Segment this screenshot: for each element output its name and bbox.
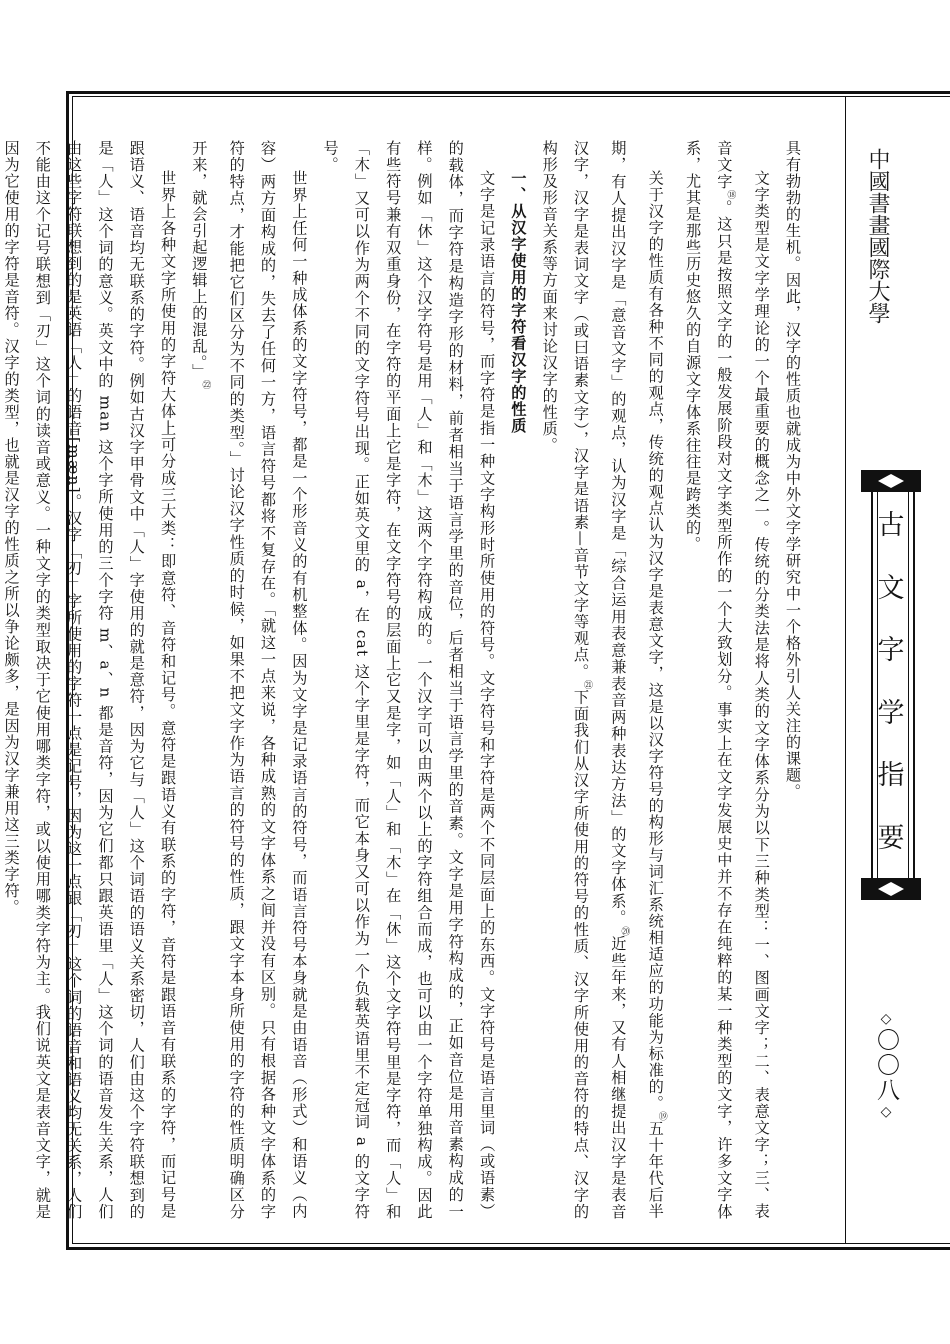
diamond-ornament-icon	[878, 474, 904, 488]
diamond-ornament-icon	[878, 882, 904, 896]
book-title-char: 要	[877, 822, 905, 854]
paragraph	[533, 140, 676, 1220]
diamond-ornament-icon: ◇	[880, 1104, 892, 1120]
paragraph	[0, 140, 183, 1220]
paragraph-text: 世界上任何一种成体系的文字符号，都是一个形音义的有机整体。因为文字是记录语言的符号，而语言符号本身就是由语音（形式）和语义（内容）两方面构成的，失去了任何一方，语言符号都将不复存在。「就这一点来说，各种成熟的文字体系之间并没有区别。只有根据各种文字体系的字符的特点，才能把它们区分为不同的类型。」讨论汉字性质的时候，如果不把文字作为语言的符号的性质，跟文字本身所使用的字符的性质明确区分开来，就会引起逻辑上的混乱。」	[190, 140, 309, 1220]
footnote-marker: ⑱	[725, 190, 736, 200]
paragraph	[183, 140, 314, 1220]
book-title-char: 文	[877, 572, 905, 604]
paragraph-text: 近些年来，又有人相继提出汉字是表音汉字，汉字是表词文字（或曰语素文字），汉字是语素—音节文字等观点。	[571, 140, 628, 1220]
paragraph-text: 下面我们从汉字所使用的符号的性质、汉字所使用的音符的特点、汉字的构形及形音关系等方面来讨论汉字的性质。	[540, 140, 590, 1221]
book-title-char: 字	[877, 635, 905, 667]
book-title-char: 古	[877, 510, 905, 541]
book-title-char: 学	[877, 697, 905, 729]
paragraph-text: 。这只是按照文字的一般发展阶段对文字类型所作的一个大致划分。事实上在文字发展史中并不存在纯粹的某一种类型的文字，许多文字体系，尤其是那些历史悠久的自源文字体系往往是跨类的。	[684, 140, 734, 1220]
diamond-ornament-icon: ◇	[880, 1011, 892, 1027]
footnote-marker: ⑲	[656, 1111, 667, 1121]
footnote-marker: ⑳	[619, 926, 630, 936]
paragraph-text: 具有勃勃的生机。因此，汉字的性质也就成为中外文字学研究中一个格外引人关注的课题。	[784, 140, 802, 800]
book-title-cartouche	[861, 470, 921, 900]
series-title: 中國書畫國際大學	[865, 148, 890, 324]
page-number-block	[866, 1010, 906, 1150]
paragraph	[677, 140, 777, 1220]
paragraph	[314, 140, 502, 1220]
book-title	[861, 512, 921, 852]
margin-divider	[845, 96, 846, 1244]
paragraph-text: 文字是记录语言的符号，而字符是指一种文字构形时所使用的符号。文字符号和字符是两个不同层面上的东西。文字符号是语言里词（或语素）的载体，而字符是构造字形的材料，前者相当于语言学里的音位，后者相当于语言学里的音素。文字是用字符构成的，正如音位是用音素构成的一样。例如「休」这个汉字符号是用「人」和「木」这两个字符构成的。一个汉字可以由两个以上的字符组合而成，也可以由一个字符单独构成。因此有些符号兼有双重身份，在字符的平面上它是字符，在文字符号的层面上它又是字，如「人」和「木」在「休」这个文字符号里是字符，而「人」和「木」又可以作为两个不同的文字符号出现。正如英文里的 a，在 cat 这个字里是字符，而它本身又可以作为一个负载英语里不定冠词 a 的文字符号。	[321, 140, 497, 1220]
paragraph-text: 关于汉字的性质有各种不同的观点，传统的观点认为汉字是表意文字，这是以汉字符号的构形与词汇系统相适应的功能为标准的。	[646, 170, 665, 1112]
section-heading: 一、从汉字使用的字符看汉字的性质	[509, 170, 528, 435]
paragraph-text: 文字类型是文字学理论的一个最重要的概念之一。传统的分类法是将人类的文字体系分为以下三种类型：一、图画文字；二、表意文字；三、表音文字	[715, 140, 771, 1220]
cartouche-bottom-cap	[861, 878, 921, 900]
body-text	[2, 140, 808, 1221]
paragraph-text: 五十年代后半期，有人提出汉字是「意音文字」的观点，认为汉字是「综合运用表意兼表音两种表达方法」的文字体系。	[609, 140, 665, 1221]
cartouche-top-cap	[861, 470, 921, 492]
page-number: 〇〇八	[873, 1028, 899, 1103]
paragraph-text: 世界上各种文字所使用的字符大体上可分成三大类：即意符、音符和记号。意符是跟语义有联系的字符，音符是跟语音有联系的字符，而记号是跟语义、语音均无联系的字符。例如古汉字甲骨文中「人」字使用的就是意符，因为它与「人」这个词语的语义关系密切，人们由这个字符联想到的是「人」这个词的意义。英文中的 man 这个字所使用的三个字符 m、a、n 都是音符，因为它们都只跟英语里「人」这个词的语音发生关系，人们由这些字符联想到的是英语「人」的语音[mæn]。汉字「刃」字所使用的字符一点是记号，因为这一点跟「刃」这个词的语音和语义均无关系，人们不能由这个记号联想到「刃」这个词的读音或意义。一种文字的类型取决于它使用哪类字符，或以使用哪类字符为主。我们说英文是表音文字，就是因为它使用的字符是音符。汉字的类型，也就是汉字的性质之所以争论颇多，是因为汉字兼用这三类字符。	[2, 140, 178, 1220]
book-title-char: 指	[877, 760, 905, 792]
paragraph	[777, 140, 808, 1220]
footnote-marker: ㉑	[582, 680, 593, 690]
footnote-marker: ㉒	[200, 379, 211, 389]
